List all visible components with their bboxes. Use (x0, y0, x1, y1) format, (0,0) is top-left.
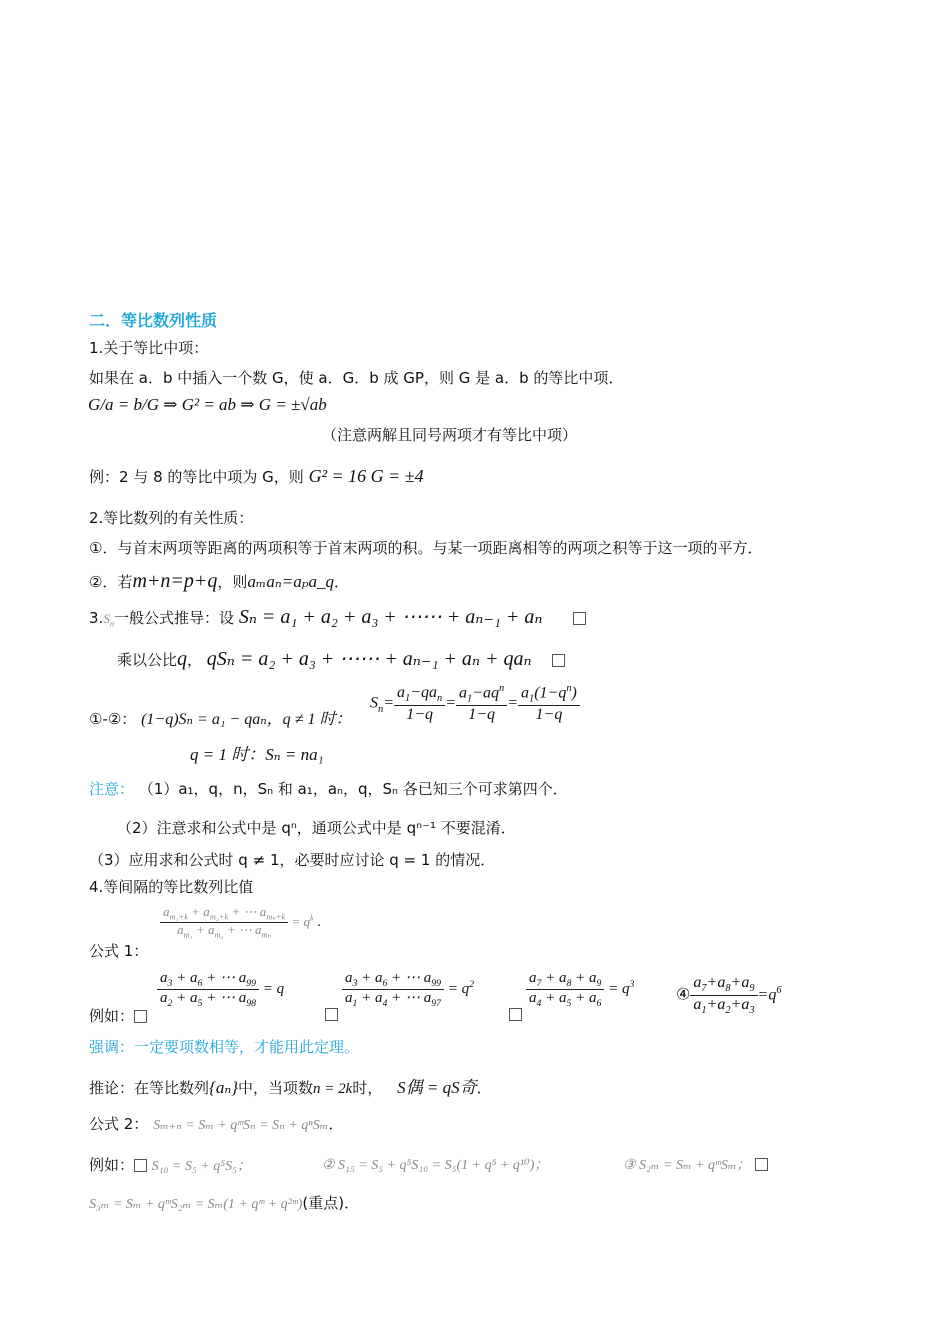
notes-label: 注意： (89, 780, 135, 798)
property-2-mid: ，则 (217, 573, 248, 591)
geometric-mean-definition: 如果在 a．b 中插入一个数 G，使 a．G．b 成 GP，则 G 是 a．b 的等比中项． (89, 369, 624, 387)
example-ratio-4: ④ $\frac{a_7+a_8+a_9}{a_1+a_2+a_3}$ $=q^6$ (676, 974, 782, 1017)
example-2-label: 例如： (89, 1156, 135, 1174)
example-ratio-3: $\frac{a_7 + a_8 + a_9}{a_4 + a_5 + a_6}$ = $q^3$ (526, 970, 634, 1009)
section-heading: 二．等比数列性质 (89, 311, 218, 330)
example-2-line-2 (89, 1192, 359, 1213)
subtract-label: ①-②： (89, 710, 137, 728)
placeholder-box (509, 1008, 522, 1021)
formula-2: Sₘ₊ₙ = Sₘ + qᵐSₙ = Sₙ + qⁿSₘ (153, 1118, 329, 1133)
example-ratio-1: $\frac{a_3 + a_6 + \cdots a_{99}}{a_2 + a_5 + \cdots a_{98}}$ = q (157, 970, 284, 1009)
example-2-e4: S₃ₘ = Sₘ + qᵐS₂ₘ = Sₘ(1 + qᵐ + q²ᵐ) (89, 1197, 303, 1212)
corollary-eq: S偶 = qS奇 (397, 1078, 477, 1097)
corollary-n: n = 2k (313, 1081, 353, 1097)
multiply-label: 乘以公比 (117, 651, 178, 669)
formula-2-label: 公式 2： (89, 1115, 149, 1133)
placeholder-box (552, 654, 565, 667)
subsection-title-2: 2.等比数列的有关性质： (89, 509, 254, 527)
formula-1-label: 公式 1： (89, 942, 149, 960)
corollary: 推论：在等比数列{aₙ}中，当项数n = 2k时， S偶 = qS奇． (89, 1078, 492, 1097)
formula-2-line: 公式 2： Sₘ₊ₙ = Sₘ + qᵐSₙ = Sₙ + qⁿSₘ． (89, 1115, 344, 1133)
example-ratio-2: $\frac{a_3 + a_6 + \cdots a_{99}}{a_1 + a_4 + \cdots a_{97}}$ = $q^2$ (342, 970, 474, 1009)
emphasis-note: 强调：一定要项数相等，才能用此定理。 (89, 1038, 360, 1056)
example-1 (89, 466, 424, 487)
property-2-end: ． (334, 573, 350, 591)
property-2 (89, 570, 349, 593)
placeholder-box (134, 1159, 147, 1172)
placeholder-box (755, 1158, 768, 1171)
example-2-e2: ② S₁₅ = S₅ + q⁵S₁₀ = S₅(1 + q⁵ + q¹⁰)； (322, 1158, 549, 1173)
note-1: （1）a₁，q，n，Sₙ 和 a₁，aₙ，q，Sₙ 各已知三个可求第四个． (138, 780, 568, 798)
note-2: （2）注意求和公式中是 qⁿ，通项公式中是 qⁿ⁻¹ 不要混淆． (117, 819, 516, 837)
placeholder-box (134, 1010, 147, 1023)
multiply-line: 乘以公比q， qSₙ = a₂ + a₃ + ⋯⋯ + aₙ₋₁ + aₙ + qaₙ (117, 646, 565, 671)
example-2-line-1 (89, 1154, 251, 1175)
sum-eq-5: q = 1 时：Sₙ = na₁ (190, 745, 324, 764)
sum-eq-2: qSₙ = a₂ + a₃ + ⋯⋯ + aₙ₋₁ + aₙ + qaₙ (206, 648, 532, 670)
placeholder-box (573, 612, 586, 625)
example-2-e3-wrap (623, 1154, 768, 1174)
example-2-e4-tail: (重点)． (302, 1194, 360, 1212)
property-1: ①．与首末两项等距离的两项积等于首末两项的积。与某一项距离相等的两项之积等于这一项的平方． (89, 539, 763, 557)
example-1-math: G² = 16 G = ±4 (308, 466, 424, 486)
sum-derivation-pre: 3. (89, 609, 104, 627)
subtract-line (89, 706, 351, 729)
note-3: （3）应用求和公式时 q ≠ 1，必要时应讨论 q = 1 的情况． (89, 851, 496, 869)
geometric-mean-formula: G/a = b/G ⇒ G² = ab ⇒ G = ±√ab (88, 395, 327, 414)
example-2-e1: S₁₀ = S₅ + q⁵S₅； (151, 1159, 252, 1174)
example-label: 例如： (89, 1005, 147, 1026)
placeholder-box (325, 1008, 338, 1021)
subsection-title-4: 4.等间隔的等比数列比值 (89, 878, 254, 896)
formula-1: $\frac{a_{m_1+k} + a_{m_2+k} + \cdots a_{m_n+k}}{a_{m_1} + a_{m_2} + \cdots a_{m_n}}$ = $q^k$ . (160, 905, 321, 941)
property-2-condition: m+n=p+q (132, 570, 218, 592)
property-2-result: aₘaₙ=aₚa_q (247, 572, 334, 591)
sum-formula: $S_n=$ $\frac{a_1-qa_n}{1-q}$ = $\frac{a_1-aq^n}{1-q}$ = $\frac{a_1(1-q^n)}{1-q}$ (370, 683, 580, 725)
sum-eq-1: Sₙ = a₁ + a₂ + a₃ + ⋯⋯ + aₙ₋₁ + aₙ (238, 606, 543, 628)
geometric-mean-note: （注意两解且同号两项才有等比中项） (322, 426, 578, 444)
notes-1 (89, 778, 568, 799)
sum-derivation-label: 一般公式推导：设 (114, 609, 235, 627)
example-2-e3: ③ S₂ₘ = Sₘ + qᵐSₘ； (623, 1158, 751, 1173)
corollary-sequence: {aₙ} (209, 1078, 239, 1097)
example-1-text: 例：2 与 8 的等比中项为 G，则 (89, 468, 304, 486)
property-2-pre: ②．若 (89, 573, 133, 591)
subsection-title-1: 1.关于等比中项： (89, 339, 209, 357)
sum-derivation-line: $3.S_n$一般公式推导：设 Sₙ = a₁ + a₂ + a₃ + ⋯⋯ + aₙ₋₁ + aₙ (89, 604, 586, 629)
sum-eq-3: (1−q)Sₙ = a₁ − qaₙ，q ≠ 1 时： (141, 711, 352, 728)
